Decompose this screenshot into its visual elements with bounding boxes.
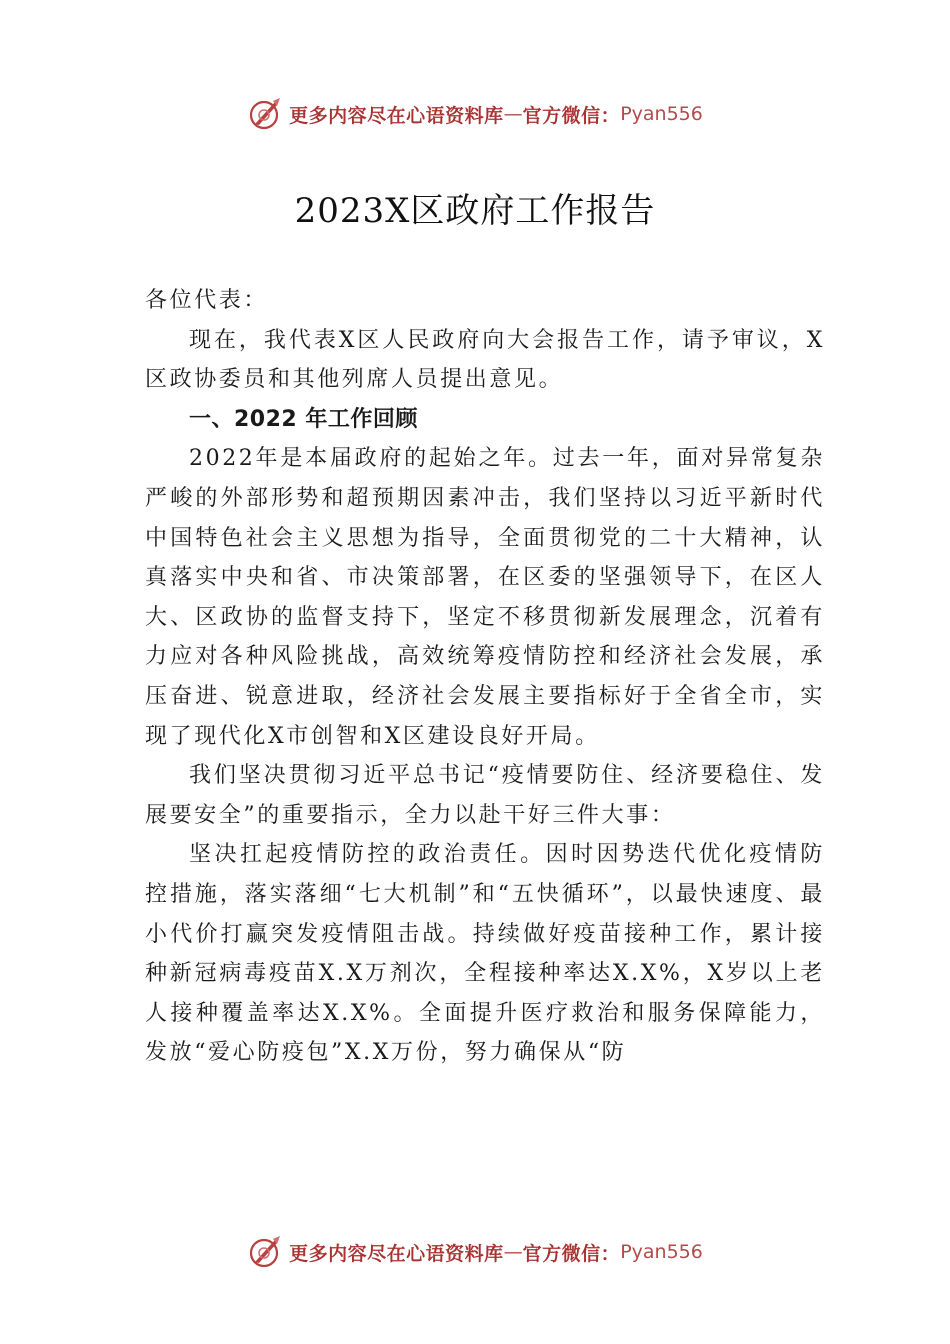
banner-wechat-id: Pyan556 (620, 103, 703, 125)
banner-separator: — (503, 1241, 523, 1263)
body-paragraph-2: 我们坚决贯彻习近平总书记“疫情要防住、经济要稳住、发展要安全”的重要指示，全力以赴干好三件大事： (145, 763, 825, 828)
header-banner (0, 94, 950, 134)
quill-logo-icon (247, 1234, 283, 1270)
banner-wechat-label: 官方微信： (522, 1242, 621, 1265)
salutation: 各位代表： (145, 288, 269, 313)
banner-wechat-label: 官方微信： (522, 104, 621, 127)
banner-brand-text: 更多内容尽在心语资料库 (289, 1242, 504, 1265)
quill-logo-icon (247, 96, 283, 132)
banner-wechat-id: Pyan556 (620, 1241, 703, 1263)
document-title: 2023X区政府工作报告 (294, 191, 656, 231)
body-paragraph-3: 坚决扛起疫情防控的政治责任。因时因势迭代优化疫情防控措施，落实落细“七大机制”和“五快循环”，以最快速度、最小代价打赢突发疫情阻击战。持续做好疫苗接种工作，累计接种新冠病毒疫苗X.X万剂次，全程接种率达X.X%，X岁以上老人接种覆盖率达X.X%。全面提升医疗救治和服务保障能力，发放“爱心防疫包”X.X万份，努力确保从“防 (145, 842, 825, 1066)
banner-brand-text: 更多内容尽在心语资料库 (289, 104, 504, 127)
intro-paragraph: 现在，我代表X区人民政府向大会报告工作，请予审议，X区政协委员和其他列席人员提出意见。 (145, 327, 825, 393)
section-heading: 一、2022 年工作回顾 (189, 406, 418, 432)
footer-banner (0, 1232, 950, 1272)
body-paragraph-1: 2022年是本届政府的起始之年。过去一年，面对异常复杂严峻的外部形势和超预期因素冲击，我们坚持以习近平新时代中国特色社会主义思想为指导，全面贯彻党的二十大精神，认真落实中央和省、市决策部署，在区委的坚强领导下，在区人大、区政协的监督支持下，坚定不移贯彻新发展理念，沉着有力应对各种风险挑战，高效统筹疫情防控和经济社会发展，承压奋进、锐意进取，经济社会发展主要指标好于全省全市，实现了现代化X市创智和X区建设良好开局。 (145, 446, 825, 749)
banner-separator: — (503, 103, 523, 125)
document-body (145, 281, 825, 1073)
